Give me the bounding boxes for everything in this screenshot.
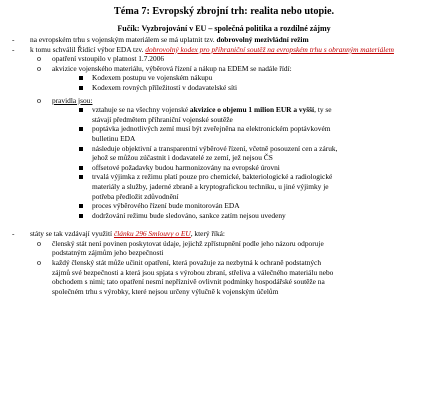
rule-item (6, 105, 442, 124)
rule-bold: akvizice o objemu 1 milion EUR a vyšší (189, 105, 315, 115)
item-text: členský stát není povinen poskytovat údaje, jejichž zpřístupnění podle jeho názoru odporuje (52, 238, 324, 248)
rules-label: pravidla jsou: (52, 95, 93, 105)
rule-text: následuje objektivní a transparentní výběrové řízení, včetně posouzení cen a záruk, (92, 143, 338, 153)
dash-bullet: - (12, 229, 15, 239)
document-title: Téma 7: Evropský zbrojní trh: realita nebo utopie. (113, 6, 335, 17)
square-bullet (79, 86, 83, 90)
item-text: podstatným zájmům jeho bezpečnosti (52, 248, 164, 258)
item-text: Kodexem rovných příležitostí v dodavatelské síti (92, 82, 238, 92)
square-bullet (79, 108, 83, 112)
section-subtitle: Fučík: Vyzbrojování v EU – společná politika a rozdílné zájmy (117, 24, 331, 33)
item-text: obchodem s nimi; tato opatření nesmí nepříznivě ovlivnit podmínky hospodářské soutěže na (52, 277, 325, 287)
dash-bullet: - (12, 44, 15, 54)
rule-text: offsetové požadavky budou harmonizovány na evropské úrovni (92, 162, 280, 172)
item-text: , který říká: (190, 229, 225, 239)
rule-text: proces výběrového řízení bude monitorován EDA (92, 201, 240, 211)
item-text: na evropském trhu s vojenským materiálem se má uplatnit tzv. (30, 35, 217, 44)
circle-bullet: o (37, 95, 41, 105)
rule-item (6, 124, 442, 143)
square-bullet (79, 166, 83, 170)
item-text: společném trhu s výrobky, které nejsou určeny výlučně k vojenským účelům (52, 286, 279, 296)
item-text: státy se tak vzdávají využití (30, 229, 114, 239)
rule-text: potřeba předložit zdůvodnění (92, 191, 179, 201)
article-link[interactable]: článku 296 Smlouvy o EU (113, 229, 191, 239)
rule-item (6, 172, 442, 201)
rule-text: vztahuje se na všechny vojenské (92, 105, 190, 115)
item-text: každý členský stát může učinit opatření, která považuje za nezbytná k ochraně podstatných (52, 258, 322, 268)
rule-item (6, 163, 442, 173)
rule-text: bulletinu EDA (92, 133, 136, 143)
rule-text: stávají předmětem příhraniční vojenské soutěže (92, 114, 233, 124)
list-item (6, 54, 442, 64)
square-bullet (79, 214, 83, 218)
list-item (6, 258, 442, 296)
square-bullet (79, 147, 83, 151)
square-bullet (79, 175, 83, 179)
rule-text: trvalá výjimka z režimu platí pouze pro chemické, bakteriologické a radiologické (92, 172, 333, 182)
square-bullet (79, 204, 83, 208)
rule-text: materiály a služby, jaderné zbraně a kryptografickou techniku, u jiné výjimky je (92, 181, 329, 191)
circle-bullet: o (37, 238, 41, 248)
square-bullet (79, 127, 83, 131)
rule-item (6, 211, 442, 221)
list-item (6, 83, 442, 93)
rule-item (6, 144, 442, 163)
item-bold: dobrovolný mezivládní režim (216, 35, 309, 44)
item-text: zájmů své bezpečnosti a která jsou spjata s výrobou zbraní, střeliva a válečného materiálu nebo (52, 267, 334, 277)
list-item (6, 35, 442, 45)
item-text: Kodexem postupu ve vojenském nákupu (92, 73, 213, 83)
square-bullet (79, 76, 83, 80)
circle-bullet: o (37, 258, 41, 268)
rule-text: poptávka jednotlivých zemí musí být zveřejněna na elektronickém poptávkovém (92, 124, 331, 134)
item-text: opatření vstoupilo v platnost 1.7.2006 (52, 54, 165, 64)
circle-bullet: o (37, 63, 41, 73)
list-item (6, 239, 442, 258)
rule-item (6, 201, 442, 211)
circle-bullet: o (37, 54, 41, 64)
list-item (6, 45, 442, 55)
item-text: k tomu schválil Řídící výbor EDA tzv. (30, 44, 146, 54)
rule-text: dodržování režimu bude sledováno, sankce zatím nejsou uvedeny (92, 210, 286, 220)
code-link[interactable]: dobrovolný kodex pro příhraniční soutěž na evropském trhu s obranným materiálem (145, 44, 394, 54)
rule-text: , ty se (314, 105, 332, 115)
list-item (6, 73, 442, 83)
list-item (6, 64, 442, 74)
list-item (6, 96, 442, 106)
rule-text: jehož se můžou zúčastnit i dodavatelé ze zemí, jež nejsou ČS (92, 153, 273, 163)
item-text: akvizice vojenského materiálu, výběrová řízení a nákup na EDEM se nadále řídí: (52, 63, 292, 73)
list-item (6, 229, 442, 239)
dash-bullet: - (12, 35, 15, 44)
